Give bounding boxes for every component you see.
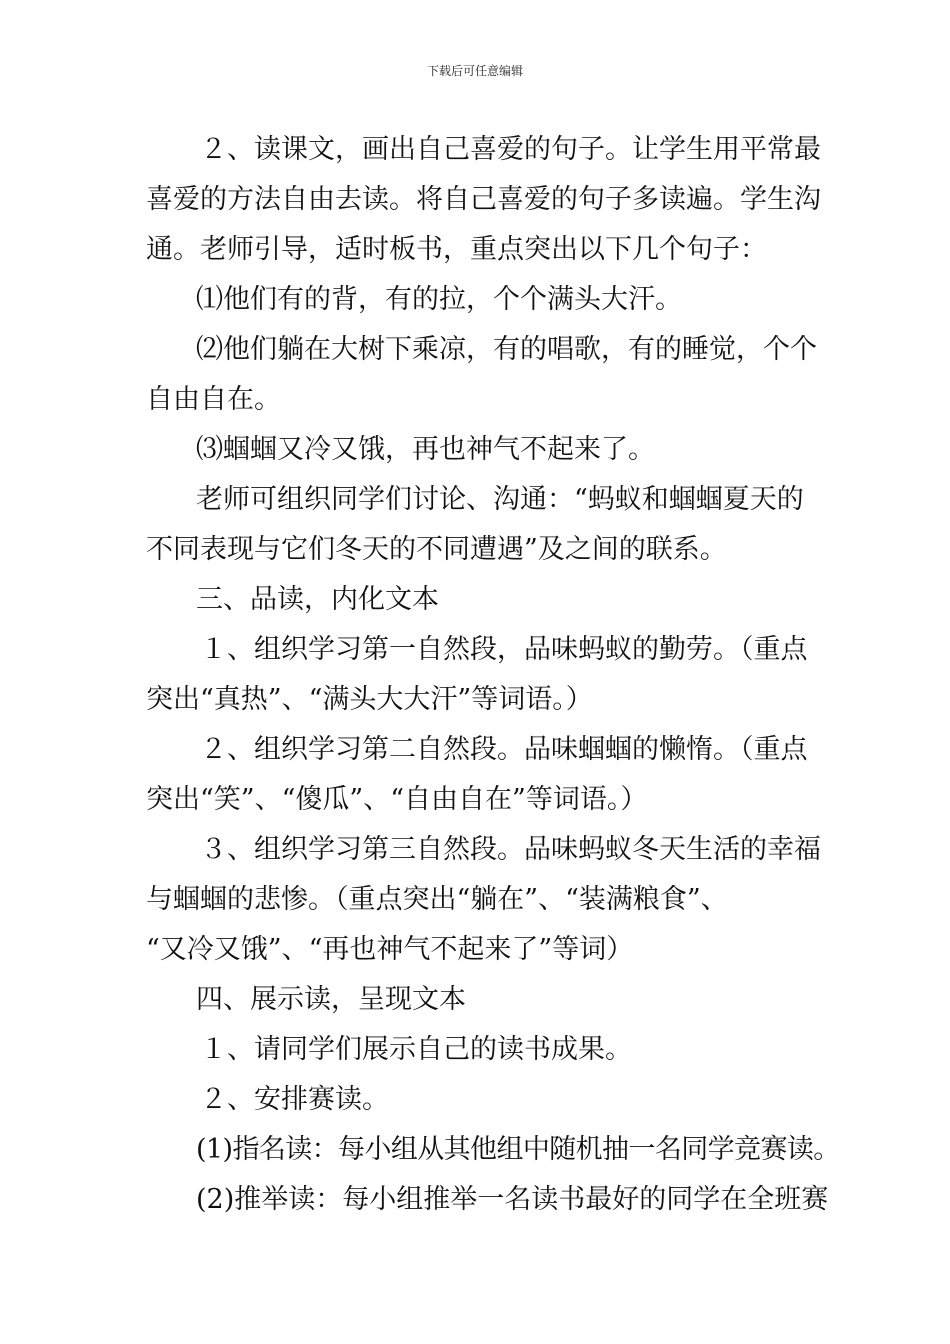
text-line: ２、读课文，画出自己喜爱的句子。让学生用平常最 xyxy=(200,134,821,165)
text-line: ⑴他们有的背，有的拉，个个满头大汗。 xyxy=(196,284,682,315)
section-heading: 三、品读，内化文本 xyxy=(196,584,439,615)
text-line: 不同表现与它们冬天的不同遭遇”及之间的联系。 xyxy=(146,534,727,565)
text-line: ⑵他们躺在大树下乘凉，有的唱歌，有的睡觉，个个 xyxy=(196,334,817,365)
text-line: 突出“真热”、“满头大大汗”等词语。） xyxy=(146,684,593,715)
text-line: 与蝈蝈的悲惨。（重点突出“躺在”、“装满粮食”、 xyxy=(146,884,728,915)
text-line: 通。老师引导，适时板书，重点突出以下几个句子： xyxy=(146,234,767,265)
page-header: 下载后可任意编辑 xyxy=(426,64,523,78)
text-line: 喜爱的方法自由去读。将自己喜爱的句子多读遍。学生沟 xyxy=(146,184,821,215)
text-line: “又冷又饿”、“再也神气不起来了”等词） xyxy=(146,934,634,965)
text-line: １、请同学们展示自己的读书成果。 xyxy=(200,1034,632,1065)
text-line: 突出“笑”、“傻瓜”、“自由自在”等词语。） xyxy=(146,784,648,815)
text-line: (2)推举读：每小组推举一名读书最好的同学在全班赛 xyxy=(196,1184,829,1215)
text-line: ２、安排赛读。 xyxy=(200,1084,389,1115)
text-line: ３、组织学习第三自然段。品味蚂蚁冬天生活的幸福 xyxy=(200,834,821,865)
section-heading: 四、展示读，呈现文本 xyxy=(196,984,466,1015)
text-line: ⑶蝈蝈又冷又饿，再也神气不起来了。 xyxy=(196,434,655,465)
text-line: 老师可组织同学们讨论、沟通：“蚂蚁和蝈蝈夏天的 xyxy=(196,484,804,515)
text-line: 自由自在。 xyxy=(146,384,281,415)
text-line: (1)指名读：每小组从其他组中随机抽一名同学竞赛读。 xyxy=(196,1134,840,1165)
text-line: １、组织学习第一自然段，品味蚂蚁的勤劳。（重点 xyxy=(200,634,808,665)
text-line: ２、组织学习第二自然段。品味蝈蝈的懒惰。（重点 xyxy=(200,734,808,765)
